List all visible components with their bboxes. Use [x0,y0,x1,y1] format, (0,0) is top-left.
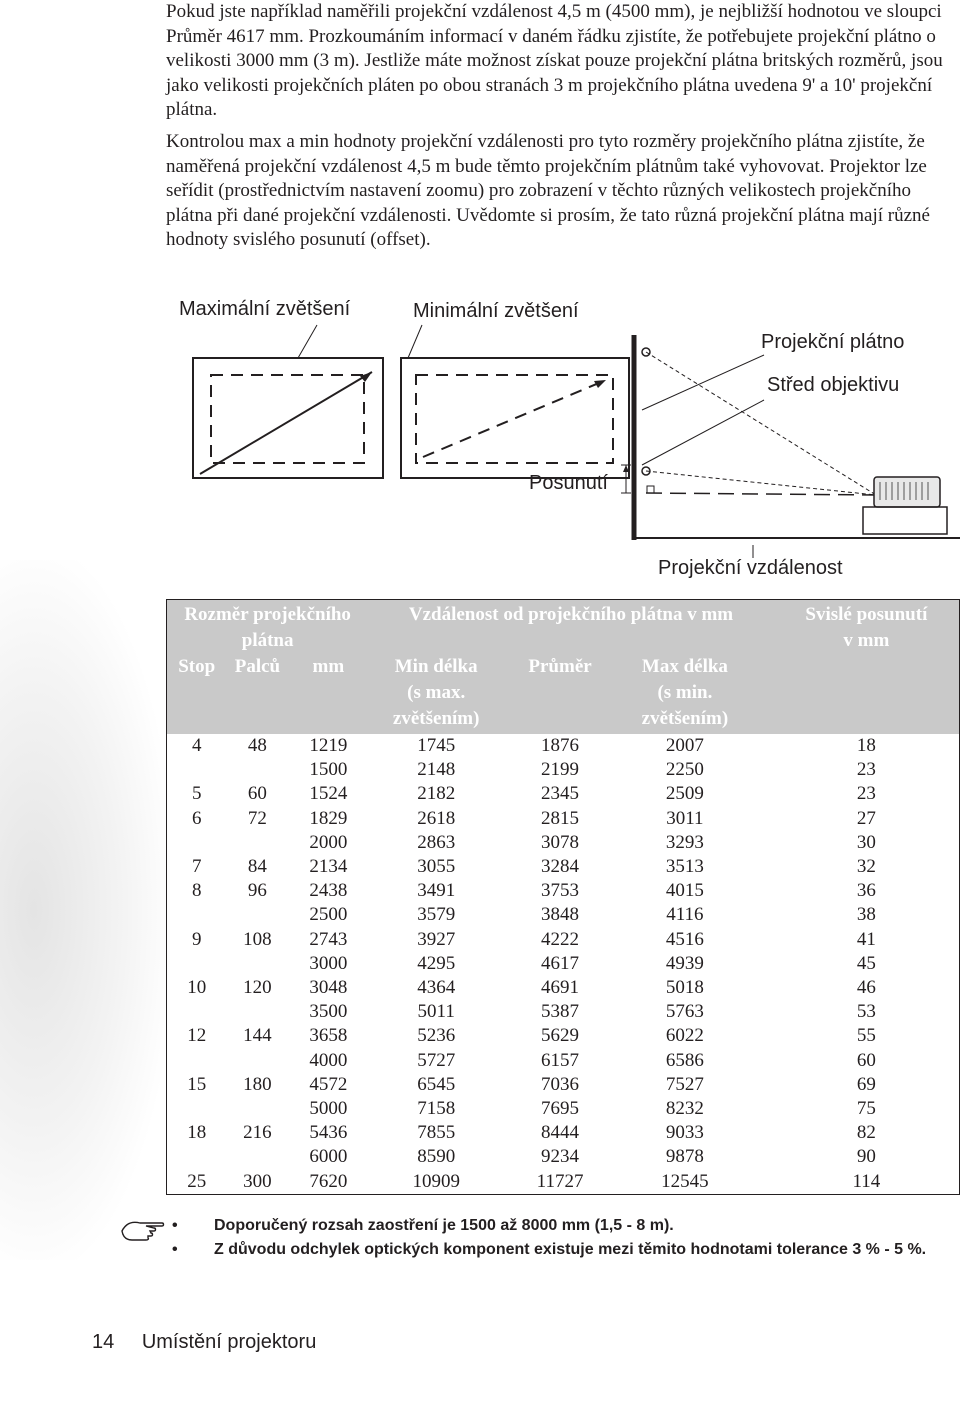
cell-avg: 4222 [541,928,580,950]
cell-max: 12545 [661,1170,709,1192]
table-row [167,1097,960,1121]
cell-max: 6022 [665,1025,704,1047]
max-zoom-leader [298,325,317,358]
cell-stop [167,903,227,927]
cell-mm: 5436 [309,1122,348,1144]
lens-leader [642,400,764,465]
cell-max: 4516 [665,928,704,950]
cell-offset: 75 [856,1098,876,1120]
header-min-line2: (s max. [407,682,466,703]
cell-offset: 45 [856,952,876,974]
cell-avg: 6157 [541,1049,580,1071]
cell-mm: 7620 [309,1170,348,1192]
cell-gap [754,1049,774,1073]
cell-stop: 25 [187,1170,207,1192]
cell-offset: 82 [856,1122,876,1144]
header-max-line2: (s min. [657,682,713,703]
cell-stop [167,952,227,976]
cell-offset: 46 [856,977,876,999]
cell-mm: 3658 [309,1025,348,1047]
cell-palcu: 216 [243,1122,272,1144]
cell-min: 7158 [417,1098,456,1120]
cell-gap [754,1000,774,1024]
cell-stop: 6 [191,807,202,829]
cell-min: 3927 [417,928,456,950]
cell-gap [754,1121,774,1145]
header-offset [774,600,960,735]
header-min-length [368,654,504,734]
cell-stop [167,831,227,855]
table-row [167,831,960,855]
cell-avg: 2199 [541,759,580,781]
cell-offset: 90 [856,1146,876,1168]
projection-diagram [160,290,960,560]
cell-palcu: 144 [243,1025,272,1047]
cell-offset: 30 [856,831,876,853]
cell-max: 9033 [665,1122,704,1144]
table-row [167,1024,960,1048]
body-paragraph-2: Kontrolou max a min hodnoty projekční vzdálenosti pro tyto rozměry projekčního plátna zjistíte, že naměřená projekční vzdálenost 4,5 m bude těmto projekčním plátnům také vyhovovat. Projektor lze seřídit (prostřednictvím nastavení zoomu) pro zobrazení v těchto různých velikostech projekčního plátna při dané projekční vzdálenosti. Uvědomte si prosím, že tato různá projekční plátna mají různé hodnoty svislého posunutí (offset). [166,131,930,250]
beam-upper [646,352,876,495]
header-max-line1: Max délka [641,656,728,677]
cell-mm: 4572 [309,1073,348,1095]
cell-offset: 23 [856,759,876,781]
cell-palcu [226,1097,288,1121]
cell-max: 7527 [665,1073,704,1095]
cell-mm: 6000 [309,1146,348,1168]
header-max-length [616,654,754,734]
cell-min: 2863 [417,831,456,853]
cell-avg: 3848 [541,904,580,926]
cell-min: 2182 [417,783,456,805]
cell-avg: 5629 [541,1025,580,1047]
header-average: Průměr [504,654,616,734]
cell-palcu: 48 [247,735,267,756]
cell-mm: 1500 [309,759,348,781]
cell-avg: 3753 [541,880,580,902]
cell-palcu: 300 [243,1170,272,1192]
note-text-2: Z důvodu odchylek optických komponent existuje mezi těmito hodnotami tolerance 3 % - 5 %. [214,1241,927,1258]
table-row [167,1000,960,1024]
cell-palcu: 120 [243,977,272,999]
cell-max: 8232 [665,1098,704,1120]
table-row [167,782,960,806]
cell-gap [754,1024,774,1048]
header-palcu: Palců [226,654,288,734]
cell-avg: 4691 [541,977,580,999]
cell-gap [754,1097,774,1121]
cell-mm: 1829 [309,807,348,829]
cell-offset: 36 [856,880,876,902]
max-zoom-inner-frame [211,375,364,463]
label-offset: Posunutí [529,472,608,494]
cell-gap [754,1073,774,1097]
cell-palcu: 180 [243,1073,272,1095]
cell-palcu [226,1000,288,1024]
table-row [167,928,960,952]
cell-min: 2148 [417,759,456,781]
cell-gap [754,855,774,879]
cell-offset: 69 [856,1073,876,1095]
cell-mm: 5000 [309,1098,348,1120]
table-row [167,1121,960,1145]
cell-max: 3293 [665,831,704,853]
table-row [167,807,960,831]
cell-mm: 1219 [309,735,348,756]
cell-palcu: 108 [243,928,272,950]
cell-mm: 3000 [309,952,348,974]
cell-avg: 3284 [541,856,580,878]
table-row [167,1049,960,1073]
page-number: 14 [92,1331,115,1353]
cell-min: 1745 [417,735,456,756]
cell-avg: 8444 [541,1122,580,1144]
cell-avg: 7695 [541,1098,580,1120]
cell-min: 3055 [417,856,456,878]
cell-max: 4116 [666,904,704,926]
bullet: • [172,1241,178,1258]
cell-stop: 9 [191,928,202,950]
cell-max: 2007 [665,735,704,756]
header-gap [754,654,774,734]
cell-min: 5727 [417,1049,456,1071]
table-row [167,1073,960,1097]
cell-min: 5011 [417,1001,455,1023]
beam-lower [646,471,876,495]
header-min-line3: zvětšením) [392,708,480,729]
cell-mm: 2000 [309,831,348,853]
cell-avg: 5387 [541,1001,580,1023]
cell-palcu: 96 [247,880,267,902]
cell-offset: 18 [856,735,876,756]
cell-min: 3491 [417,880,456,902]
beam-axis [646,493,876,495]
cell-mm: 2500 [309,904,348,926]
body-paragraph-1: Pokud jste například naměřili projekční vzdálenost 4,5 m (4500 mm), je nejbližší hodnotou ve sloupci Průměr 4617 mm. Prozkoumáním informací v daném řádku zjistíte, že potřebujete projekční plátno o velikosti 3000 mm (3 m). Jestliže máte možnost získat pouze projekční plátna britských rozměrů, jsou jako velikosti projekčních pláten po obou stranách 3 m projekčního plátna uvedena 9' a 10' projekční plátna. [166,1,943,120]
cell-gap [754,758,774,782]
screen-leader [642,355,764,410]
header-offset-line1: Svislé posunutí [805,604,928,625]
header-max-line3: zvětšením) [641,708,729,729]
cell-min: 6545 [417,1073,456,1095]
cell-stop [167,1097,227,1121]
cell-palcu: 84 [247,856,267,878]
cell-max: 9878 [665,1146,704,1168]
cell-max: 3513 [665,856,704,878]
cell-offset: 23 [856,783,876,805]
header-min-line1: Min délka [394,656,478,677]
note-text-1: Doporučený rozsah zaostření je 1500 až 8000 mm (1,5 - 8 m). [214,1217,674,1234]
cell-palcu [226,952,288,976]
cell-gap [754,952,774,976]
cell-offset: 114 [852,1170,881,1192]
cell-palcu [226,1145,288,1169]
cell-max: 2250 [665,759,704,781]
cell-offset: 32 [856,856,876,878]
label-min-zoom: Minimální zvětšení [413,300,579,322]
cell-max: 2509 [665,783,704,805]
cell-stop [167,758,227,782]
cell-max: 4939 [665,952,704,974]
cell-max: 5018 [665,977,704,999]
cell-mm: 3048 [309,977,348,999]
cell-stop: 10 [187,977,207,999]
cell-gap [754,782,774,806]
cell-avg: 9234 [541,1146,580,1168]
label-projection-distance: Projekční vzdálenost [658,557,843,579]
cell-gap [754,831,774,855]
cell-min: 10909 [412,1170,460,1192]
header-stop: Stop [167,654,227,734]
cell-min: 3579 [417,904,456,926]
cell-avg: 4617 [541,952,580,974]
cell-max: 4015 [665,880,704,902]
section-title: Umístění projektoru [141,1331,317,1353]
cell-min: 4364 [417,977,456,999]
notes [120,1215,960,1263]
cell-offset: 41 [856,928,876,950]
label-lens-center: Střed objektivu [767,374,900,396]
cell-avg: 1876 [541,735,580,756]
cell-stop: 7 [191,856,202,878]
bullet: • [172,1217,178,1234]
cell-gap [754,879,774,903]
page-footer [92,1331,316,1354]
cell-palcu [226,903,288,927]
max-zoom-diagonal [200,372,372,474]
cell-palcu [226,831,288,855]
cell-avg: 7036 [541,1073,580,1095]
cell-max: 5763 [665,1001,704,1023]
header-mm: mm [288,654,368,734]
cell-stop [167,1049,227,1073]
min-zoom-inner-frame [416,375,613,463]
cell-avg: 2815 [541,807,580,829]
table-row [167,1170,960,1195]
cell-min: 5236 [417,1025,456,1047]
cell-mm: 1524 [309,783,348,805]
min-zoom-diagonal [423,380,606,457]
table-row [167,879,960,903]
header-screen-size: Rozměr projekčního plátna [167,600,369,655]
cell-offset: 53 [856,1001,876,1023]
cell-gap [754,807,774,831]
cell-stop [167,1145,227,1169]
cell-min: 7855 [417,1122,456,1144]
table-row [167,952,960,976]
cell-offset: 60 [856,1049,876,1071]
cell-palcu: 60 [247,783,267,805]
header-distance: Vzdálenost od projekčního plátna v mm [368,600,774,655]
min-zoom-screen [401,358,629,478]
cell-gap [754,976,774,1000]
cell-stop: 12 [187,1025,207,1047]
cell-mm: 2438 [309,880,348,902]
cell-mm: 2134 [309,856,348,878]
cell-stop: 4 [191,735,202,756]
cell-avg: 3078 [541,831,580,853]
cell-avg: 2345 [541,783,580,805]
label-max-zoom: Maximální zvětšení [179,298,351,320]
cell-mm: 3500 [309,1001,348,1023]
header-offset-line2: v mm [843,630,890,651]
label-screen: Projekční plátno [761,331,905,353]
cell-stop: 5 [191,783,202,805]
projector-table [863,507,947,534]
projector-body [874,477,940,507]
note-item-2 [120,1239,960,1261]
cell-stop [167,1000,227,1024]
cell-stop: 8 [191,880,202,902]
cell-gap [754,903,774,927]
cell-gap [754,1170,774,1195]
cell-mm: 4000 [309,1049,348,1071]
cell-min: 4295 [417,952,456,974]
cell-avg: 11727 [536,1170,584,1192]
background-decoration [0,560,170,1260]
cell-mm: 2743 [309,928,348,950]
table-row [167,1145,960,1169]
cell-max: 3011 [666,807,704,829]
cell-palcu [226,758,288,782]
table-row [167,976,960,1000]
projection-distance-table [166,599,960,1195]
cell-offset: 38 [856,904,876,926]
cell-min: 8590 [417,1146,456,1168]
cell-stop: 18 [187,1122,207,1144]
cell-min: 2618 [417,807,456,829]
cell-max: 6586 [665,1049,704,1071]
cell-gap [754,928,774,952]
cell-gap [754,734,774,758]
table-row [167,758,960,782]
table-row [167,903,960,927]
cell-stop: 15 [187,1073,207,1095]
table-body [167,734,960,1194]
cell-offset: 55 [856,1025,876,1047]
note-item-1 [120,1215,960,1237]
cell-offset: 27 [856,807,876,829]
table-row [167,734,960,758]
table-row [167,855,960,879]
cell-palcu [226,1049,288,1073]
cell-palcu: 72 [247,807,267,829]
min-zoom-leader [408,325,422,358]
cell-gap [754,1145,774,1169]
